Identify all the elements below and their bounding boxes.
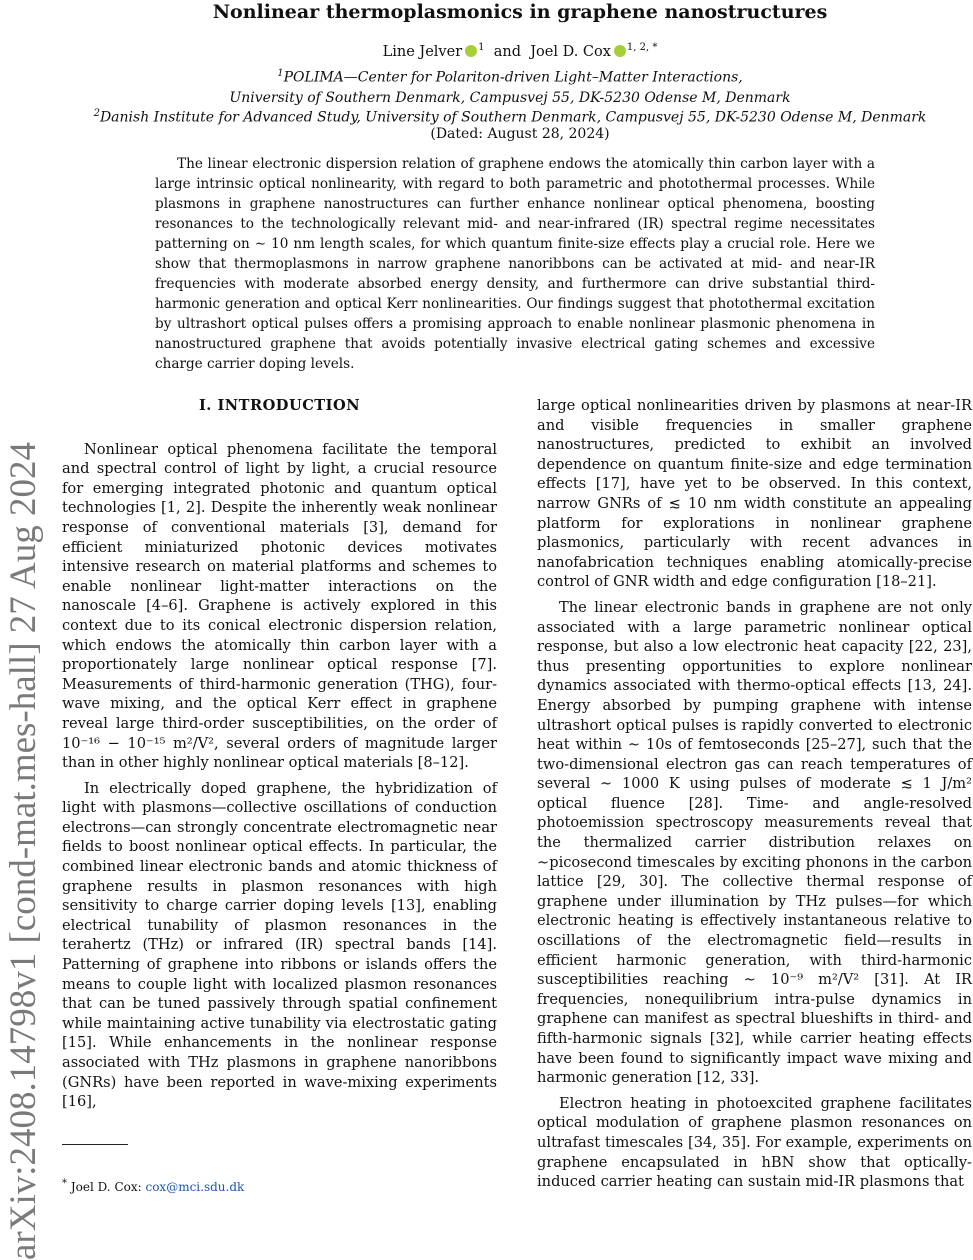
paragraph: Nonlinear optical phenomena facilitate the temporal and spectral control of light by light, a crucial resource for emerging integrated photonic and quantum optical technologies [1, 2]. Despite the inherently weak nonlinear response of conventional materials [3], demand for efficient miniaturized photonic devices motivates intensive research on material platforms and schemes to enable nonlinear light-matter interactions on the nanoscale [4–6]. Graphene is actively explored in this context due to its conical electronic dispersion relation, which endows the atomically thin carbon layer with a proportionately large nonlinear optical response [7]. Measurements of third-harmonic generation (THG), four-wave mixing, and the optical Kerr effect in graphene reveal large third-order susceptibilities, on the order of 10⁻¹⁶ − 10⁻¹⁵ m²/V², several orders of magnitude larger than in other highly nonlinear optical materials [8–12]. xyxy=(62,440,497,772)
paragraph: The linear electronic bands in graphene are not only associated with a large parametric nonlinear optical response, but also a low electronic heat capacity [22, 23], thus presenting opportunities to explore nonlinear dynamics associated with thermo-optical effects [13, 24]. Energy absorbed by pumping graphene with intense ultrashort optical pulses is rapidly converted to electronic heat within ∼ 10s of femtoseconds [25–27], such that the two-dimensional electron gas can reach temperatures of several ∼ 1000 K using pulses of moderate ≲ 1 J/m² optical fluence [28]. Time- and angle-resolved photoemission spectroscopy measurements reveal that the thermalized carrier distribution relaxes on ∼picosecond timescales by exciting phonons in the carbon lattice [29, 30]. The collective thermal response of graphene under illumination by THz pulses—for which electronic heating is effectively instantaneous relative to oscillations of the electromagnetic field—results in efficient harmonic generation, with third-harmonic susceptibilities reaching ∼ 10⁻⁹ m²/V² [31]. At IR frequencies, nonequilibrium intra-pulse dynamics in graphene can manifest as spectral blueshifts in third- and fifth-harmonic signals [32], while carrier heating effects have been found to significantly impact wave mixing and harmonic generation [12, 33]. xyxy=(537,598,972,1087)
affiliation-1 xyxy=(60,64,960,108)
affiliation-1-line-1: POLIMA—Center for Polariton-driven Light–Matter Interactions, xyxy=(283,69,743,86)
paragraph: large optical nonlinearities driven by plasmons at near-IR and visible frequencies in smaller graphene nanostructures, predicted to exhibit an involved dependence on quantum finite-size and edge termination effects [17], have yet to be observed. In this context, narrow GNRs of ≲ 10 nm width constitute an appealing platform for explorations in nonlinear graphene plasmonics, particularly with recent advances in nanofabrication techniques enabling atomically-precise control of GNR width and edge configuration [18–21]. xyxy=(537,397,972,591)
affiliation-1-number: 1 xyxy=(277,68,284,79)
affiliation-1-line-2: University of Southern Denmark, Campusvej 55, DK-5230 Odense M, Denmark xyxy=(229,89,791,106)
author-line xyxy=(100,38,940,62)
author-2-name: Joel D. Cox xyxy=(530,43,611,60)
paper-title: Nonlinear thermoplasmonics in graphene nanostructures xyxy=(212,1,828,23)
footnote-text: Joel D. Cox: xyxy=(70,1180,146,1194)
footnote-marker: * xyxy=(62,1178,67,1189)
author-conjunction: and xyxy=(493,43,521,60)
arxiv-sidebar xyxy=(0,0,50,1260)
footnote xyxy=(62,1176,244,1195)
author-2-affiliation: 1, 2, * xyxy=(626,42,658,53)
author-1-name: Line Jelver xyxy=(382,43,463,60)
footnote-rule xyxy=(62,1144,128,1145)
section-heading: I. INTRODUCTION xyxy=(198,397,361,414)
abstract: The linear electronic dispersion relation of graphene endows the atomically thin carbon layer with a large intrinsic optical nonlinearity, with regard to both parametric and photothermal processes. While plasmons in graphene nanostructures can further enhance nonlinear optical phenomena, boosting resonances to the technologically relevant mid- and near-infrared (IR) spectral regime necessitates patterning on ∼ 10 nm length scales, for which quantum finite-size effects play a crucial role. Here we show that thermoplasmons in narrow graphene nanoribbons can be activated at mid- and near-IR frequencies with moderate absorbed energy density, and furthermore can drive substantial third-harmonic generation and optical Kerr nonlinearities. Our findings suggest that photothermal excitation by ultrashort optical pulses offers a promising approach to enable nonlinear plasmonic phenomena in nanostructured graphene that avoids potentially invasive electrical gating schemes and excessive charge carrier doping levels. xyxy=(155,156,875,372)
email-link[interactable]: cox@mci.sdu.dk xyxy=(145,1180,245,1194)
right-column xyxy=(537,396,972,1198)
arxiv-identifier: arXiv:2408.14798v1 [cond-mat.mes-hall] 27 Aug 2024 xyxy=(3,442,44,1260)
orcid-icon[interactable] xyxy=(465,45,477,57)
orcid-icon[interactable] xyxy=(614,45,626,57)
left-column xyxy=(62,392,497,1118)
affiliation-2-number: 2 xyxy=(93,108,100,119)
author-1-affiliation: 1 xyxy=(478,42,485,53)
paragraph: In electrically doped graphene, the hybridization of light with plasmons—collective oscillations of conduction electrons—can strongly concentrate electromagnetic near fields to boost nonlinear optical effects. In particular, the combined linear electronic bands and atomic thickness of graphene results in plasmon resonances with high sensitivity to charge carrier doping levels [13], enabling electrical tunability of plasmon resonances in the terahertz (THz) or infrared (IR) spectral bands [14]. Patterning of graphene into ribbons or islands offers the means to couple light with localized plasmon resonances that can be tuned passively through spatial confinement while maintaining active tunability via electrostatic gating [15]. While enhancements in the nonlinear response associated with THz plasmons in graphene nanoribbons (GNRs) have been reported in wave-mixing experiments [16], xyxy=(62,779,497,1111)
affiliation-2-line: Danish Institute for Advanced Study, University of Southern Denmark, Campusvej 55, DK-5230 Odense M, Denmark xyxy=(99,109,927,126)
paragraph: Electron heating in photoexcited graphene facilitates optical modulation of graphene plasmon resonances on ultrafast timescales [34, 35]. For example, experiments on graphene encapsulated in hBN show that optically-induced carrier heating can sustain mid-IR plasmons that xyxy=(537,1094,972,1191)
date-line: (Dated: August 28, 2024) xyxy=(430,126,610,142)
